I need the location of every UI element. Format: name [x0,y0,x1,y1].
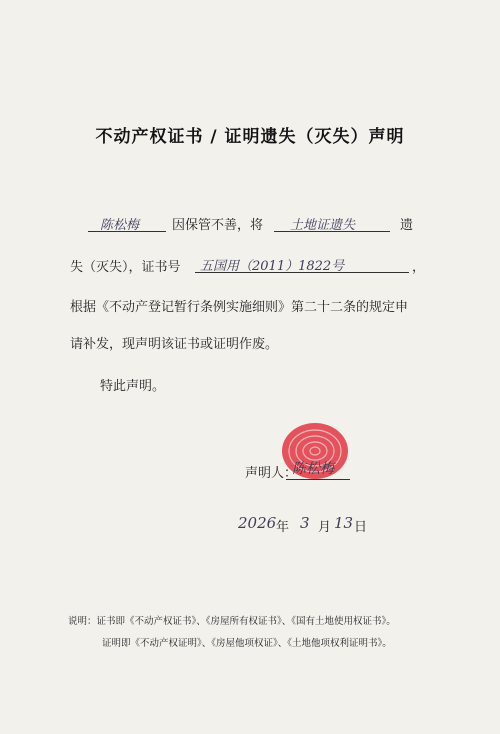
statement-closing: 特此声明。 [100,379,166,394]
date-day: 13 [334,514,354,532]
date-day-unit: 日 [354,520,368,535]
statement-line2-text: 失（灭失），证书号 [70,260,181,275]
lost-item-handwritten: 土地证遗失 [290,218,356,233]
cert-number-underline [195,272,409,273]
statement-line2-end: ， [412,260,426,275]
declarant-signature: 陈松梅 [292,461,334,477]
declarant-label: 声明人： [245,466,298,481]
statement-line1-end: 遗 [400,218,414,233]
signature-underline [286,479,350,480]
item-underline [274,231,390,232]
document-title: 不动产权证书 / 证明遗失（灭失）声明 [95,127,405,147]
note-line1: 说明：证书即《不动产权证书》、《房屋所有权证书》、《国有土地使用权证书》。 [68,616,396,627]
statement-line3-text: 根据《不动产登记暂行条例实施细则》第二十二条的规定申 [70,300,409,315]
declarant-name-handwritten: 陈松梅 [100,218,140,233]
statement-line1-text: 因保管不善，将 [172,218,264,233]
certificate-number-handwritten: 五国用（2011）1822号 [200,259,345,274]
name-underline [88,231,166,232]
date-year: 2026 [238,514,277,532]
note-line2: 证明即《不动产权证明》、《房屋他项权证》、《土地他项权利证明书》。 [102,638,392,649]
statement-line4-text: 请补发，现声明该证书或证明作废。 [70,337,279,352]
date-year-unit: 年 [276,520,290,535]
date-month-unit: 月 [318,520,332,535]
date-month: 3 [300,514,310,532]
